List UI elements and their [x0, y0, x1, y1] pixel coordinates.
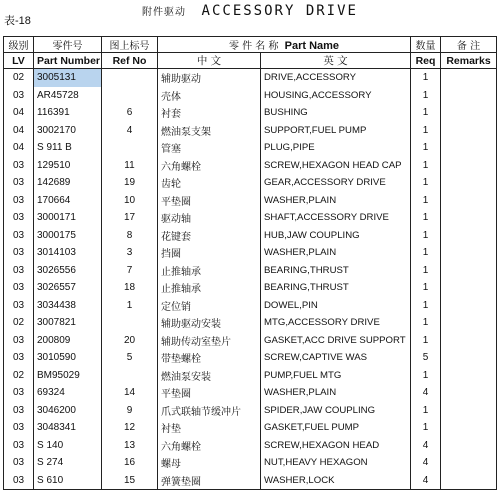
table-row	[4, 384, 497, 402]
header-qty: 数量	[411, 37, 441, 53]
table-row	[4, 174, 497, 192]
cell-level: 02	[4, 367, 34, 385]
cell-name-english: GASKET,ACC DRIVE SUPPORT	[261, 332, 411, 350]
title-chinese: 附件驱动	[142, 7, 187, 18]
cell-ref-no: 3	[102, 244, 158, 262]
table-row	[4, 332, 497, 350]
cell-part-number: 3046200	[34, 402, 102, 420]
cell-name-english: NUT,HEAVY HEXAGON	[261, 454, 411, 472]
cell-ref-no: 9	[102, 402, 158, 420]
cell-level: 03	[4, 262, 34, 280]
table-row	[4, 297, 497, 315]
cell-remarks	[441, 192, 497, 210]
cell-ref-no: 5	[102, 349, 158, 367]
header-part-number: Part Number	[34, 53, 102, 69]
cell-ref-no: 12	[102, 419, 158, 437]
cell-name-chinese: 辅助驱动	[158, 69, 261, 87]
table-row	[4, 314, 497, 332]
cell-name-chinese: 带垫螺栓	[158, 349, 261, 367]
cell-ref-no: 4	[102, 122, 158, 140]
header-remarks: 备 注	[441, 37, 497, 53]
table-row	[4, 244, 497, 262]
cell-name-chinese: 六角螺栓	[158, 437, 261, 455]
table-row	[4, 279, 497, 297]
cell-level: 03	[4, 279, 34, 297]
cell-name-chinese: 燃油泵支架	[158, 122, 261, 140]
cell-name-chinese: 齿轮	[158, 174, 261, 192]
cell-name-chinese: 平垫圈	[158, 192, 261, 210]
header-ref-no: Ref No	[102, 53, 158, 69]
cell-part-number: 200809	[34, 332, 102, 350]
cell-level: 03	[4, 472, 34, 490]
cell-level: 02	[4, 69, 34, 87]
cell-req: 1	[411, 419, 441, 437]
cell-ref-no: 17	[102, 209, 158, 227]
cell-req: 5	[411, 349, 441, 367]
cell-level: 03	[4, 209, 34, 227]
cell-name-chinese: 止推轴承	[158, 262, 261, 280]
cell-remarks	[441, 454, 497, 472]
cell-name-chinese: 六角螺栓	[158, 157, 261, 175]
cell-req: 1	[411, 367, 441, 385]
cell-req: 1	[411, 139, 441, 157]
cell-ref-no: 16	[102, 454, 158, 472]
cell-name-english: BEARING,THRUST	[261, 279, 411, 297]
cell-name-english: SCREW,HEXAGON HEAD CAP	[261, 157, 411, 175]
cell-level: 03	[4, 454, 34, 472]
header-remarks-en: Remarks	[441, 53, 497, 69]
cell-req: 1	[411, 279, 441, 297]
cell-level: 03	[4, 349, 34, 367]
cell-req: 1	[411, 314, 441, 332]
table-row	[4, 367, 497, 385]
cell-name-english: SCREW,HEXAGON HEAD	[261, 437, 411, 455]
cell-remarks	[441, 297, 497, 315]
cell-level: 03	[4, 297, 34, 315]
cell-remarks	[441, 279, 497, 297]
cell-req: 1	[411, 122, 441, 140]
title-english: ACCESSORY DRIVE	[201, 3, 358, 19]
cell-part-number: 3026556	[34, 262, 102, 280]
cell-name-chinese: 辅助驱动安装	[158, 314, 261, 332]
cell-part-number: 3000171	[34, 209, 102, 227]
cell-req: 1	[411, 157, 441, 175]
cell-req: 1	[411, 174, 441, 192]
cell-level: 03	[4, 244, 34, 262]
cell-ref-no: 14	[102, 384, 158, 402]
cell-req: 1	[411, 227, 441, 245]
cell-name-english: SHAFT,ACCESSORY DRIVE	[261, 209, 411, 227]
cell-remarks	[441, 332, 497, 350]
cell-name-english: GASKET,FUEL PUMP	[261, 419, 411, 437]
header-req: Req	[411, 53, 441, 69]
cell-name-english: DOWEL,PIN	[261, 297, 411, 315]
cell-ref-no	[102, 367, 158, 385]
table-row	[4, 192, 497, 210]
cell-ref-no: 10	[102, 192, 158, 210]
cell-remarks	[441, 262, 497, 280]
cell-req: 4	[411, 472, 441, 490]
cell-req: 4	[411, 384, 441, 402]
table-row	[4, 157, 497, 175]
cell-name-english: WASHER,PLAIN	[261, 244, 411, 262]
cell-name-chinese: 挡圈	[158, 244, 261, 262]
table-row	[4, 139, 497, 157]
cell-name-chinese: 衬套	[158, 104, 261, 122]
cell-remarks	[441, 104, 497, 122]
cell-ref-no: 20	[102, 332, 158, 350]
cell-remarks	[441, 244, 497, 262]
cell-name-english: PLUG,PIPE	[261, 139, 411, 157]
cell-remarks	[441, 349, 497, 367]
cell-ref-no: 6	[102, 104, 158, 122]
cell-name-english: WASHER,PLAIN	[261, 384, 411, 402]
cell-name-chinese: 燃油泵安装	[158, 367, 261, 385]
cell-part-number: 170664	[34, 192, 102, 210]
cell-level: 03	[4, 384, 34, 402]
cell-name-english: WASHER,PLAIN	[261, 192, 411, 210]
cell-part-number: S 610	[34, 472, 102, 490]
cell-ref-no	[102, 87, 158, 105]
table-row	[4, 69, 497, 87]
cell-remarks	[441, 157, 497, 175]
cell-remarks	[441, 69, 497, 87]
cell-name-english: GEAR,ACCESSORY DRIVE	[261, 174, 411, 192]
table-row	[4, 122, 497, 140]
cell-remarks	[441, 227, 497, 245]
cell-part-number: S 911 B	[34, 139, 102, 157]
cell-ref-no	[102, 314, 158, 332]
cell-name-english: BUSHING	[261, 104, 411, 122]
cell-req: 4	[411, 437, 441, 455]
header-row-english	[4, 53, 497, 69]
cell-remarks	[441, 419, 497, 437]
header-english-col: 英 文	[261, 53, 411, 69]
header-row-chinese	[4, 37, 497, 53]
cell-remarks	[441, 472, 497, 490]
cell-level: 03	[4, 227, 34, 245]
cell-part-number: 129510	[34, 157, 102, 175]
cell-level: 03	[4, 157, 34, 175]
cell-part-number: 3048341	[34, 419, 102, 437]
cell-remarks	[441, 437, 497, 455]
cell-ref-no: 18	[102, 279, 158, 297]
cell-name-english: SCREW,CAPTIVE WAS	[261, 349, 411, 367]
cell-part-number: 3007821	[34, 314, 102, 332]
parts-table	[3, 36, 497, 490]
cell-part-number: BM95029	[34, 367, 102, 385]
cell-req: 1	[411, 332, 441, 350]
cell-part-number: S 274	[34, 454, 102, 472]
cell-remarks	[441, 367, 497, 385]
header-name-en: Part Name	[284, 40, 340, 52]
cell-ref-no	[102, 69, 158, 87]
header-lv: LV	[4, 53, 34, 69]
table-row	[4, 402, 497, 420]
cell-remarks	[441, 402, 497, 420]
header-ref: 图上标号	[102, 37, 158, 53]
cell-ref-no: 19	[102, 174, 158, 192]
cell-part-number: 3014103	[34, 244, 102, 262]
cell-req: 1	[411, 297, 441, 315]
cell-name-english: DRIVE,ACCESSORY	[261, 69, 411, 87]
cell-remarks	[441, 139, 497, 157]
table-row	[4, 472, 497, 490]
cell-ref-no: 11	[102, 157, 158, 175]
cell-name-chinese: 壳体	[158, 87, 261, 105]
cell-name-chinese: 花键套	[158, 227, 261, 245]
cell-name-english: MTG,ACCESSORY DRIVE	[261, 314, 411, 332]
cell-req: 1	[411, 192, 441, 210]
cell-level: 03	[4, 437, 34, 455]
cell-ref-no: 13	[102, 437, 158, 455]
cell-level: 03	[4, 419, 34, 437]
cell-part-number: 3000175	[34, 227, 102, 245]
table-row	[4, 262, 497, 280]
cell-remarks	[441, 209, 497, 227]
cell-name-chinese: 衬垫	[158, 419, 261, 437]
cell-part-number: 116391	[34, 104, 102, 122]
cell-req: 1	[411, 262, 441, 280]
table-row	[4, 419, 497, 437]
cell-level: 03	[4, 87, 34, 105]
cell-req: 1	[411, 244, 441, 262]
cell-remarks	[441, 384, 497, 402]
cell-part-number: 3005131	[34, 69, 102, 87]
cell-part-number: 3034438	[34, 297, 102, 315]
header-part: 零件号	[34, 37, 102, 53]
cell-part-number: 3002170	[34, 122, 102, 140]
cell-level: 04	[4, 104, 34, 122]
cell-part-number: 3010590	[34, 349, 102, 367]
header-chinese-col: 中 文	[158, 53, 261, 69]
cell-level: 03	[4, 174, 34, 192]
table-row	[4, 87, 497, 105]
cell-name-chinese: 驱动轴	[158, 209, 261, 227]
cell-part-number: 3026557	[34, 279, 102, 297]
cell-name-chinese: 管塞	[158, 139, 261, 157]
cell-level: 03	[4, 402, 34, 420]
cell-level: 02	[4, 314, 34, 332]
cell-req: 1	[411, 87, 441, 105]
cell-level: 03	[4, 192, 34, 210]
cell-name-chinese: 止推轴承	[158, 279, 261, 297]
table-row	[4, 227, 497, 245]
cell-req: 1	[411, 69, 441, 87]
cell-ref-no	[102, 139, 158, 157]
cell-part-number: 69324	[34, 384, 102, 402]
cell-name-chinese: 弹簧垫圈	[158, 472, 261, 490]
cell-name-chinese: 螺母	[158, 454, 261, 472]
cell-req: 1	[411, 209, 441, 227]
cell-req: 1	[411, 402, 441, 420]
cell-remarks	[441, 314, 497, 332]
cell-ref-no: 15	[102, 472, 158, 490]
cell-remarks	[441, 87, 497, 105]
cell-name-chinese: 定位销	[158, 297, 261, 315]
cell-name-english: HOUSING,ACCESSORY	[261, 87, 411, 105]
table-row	[4, 104, 497, 122]
cell-name-english: PUMP,FUEL MTG	[261, 367, 411, 385]
table-row	[4, 454, 497, 472]
cell-name-english: WASHER,LOCK	[261, 472, 411, 490]
cell-name-chinese: 爪式联轴节缓冲片	[158, 402, 261, 420]
cell-remarks	[441, 174, 497, 192]
parts-table-body	[4, 69, 497, 490]
cell-req: 4	[411, 454, 441, 472]
header-level: 级别	[4, 37, 34, 53]
header-name-cn: 零 件 名 称	[228, 41, 279, 52]
cell-name-chinese: 辅助传动室垫片	[158, 332, 261, 350]
cell-name-english: HUB,JAW COUPLING	[261, 227, 411, 245]
cell-level: 03	[4, 332, 34, 350]
cell-ref-no: 1	[102, 297, 158, 315]
cell-name-chinese: 平垫圈	[158, 384, 261, 402]
table-row	[4, 349, 497, 367]
cell-name-english: SUPPORT,FUEL PUMP	[261, 122, 411, 140]
cell-level: 04	[4, 139, 34, 157]
table-label: 表-18	[4, 15, 31, 27]
page-title	[0, 2, 500, 19]
cell-ref-no: 7	[102, 262, 158, 280]
cell-name-english: SPIDER,JAW COUPLING	[261, 402, 411, 420]
cell-part-number: 142689	[34, 174, 102, 192]
cell-part-number: S 140	[34, 437, 102, 455]
cell-name-english: BEARING,THRUST	[261, 262, 411, 280]
cell-req: 1	[411, 104, 441, 122]
header-name	[158, 37, 411, 53]
cell-level: 04	[4, 122, 34, 140]
table-row	[4, 437, 497, 455]
cell-part-number: AR45728	[34, 87, 102, 105]
cell-ref-no: 8	[102, 227, 158, 245]
cell-remarks	[441, 122, 497, 140]
table-row	[4, 209, 497, 227]
